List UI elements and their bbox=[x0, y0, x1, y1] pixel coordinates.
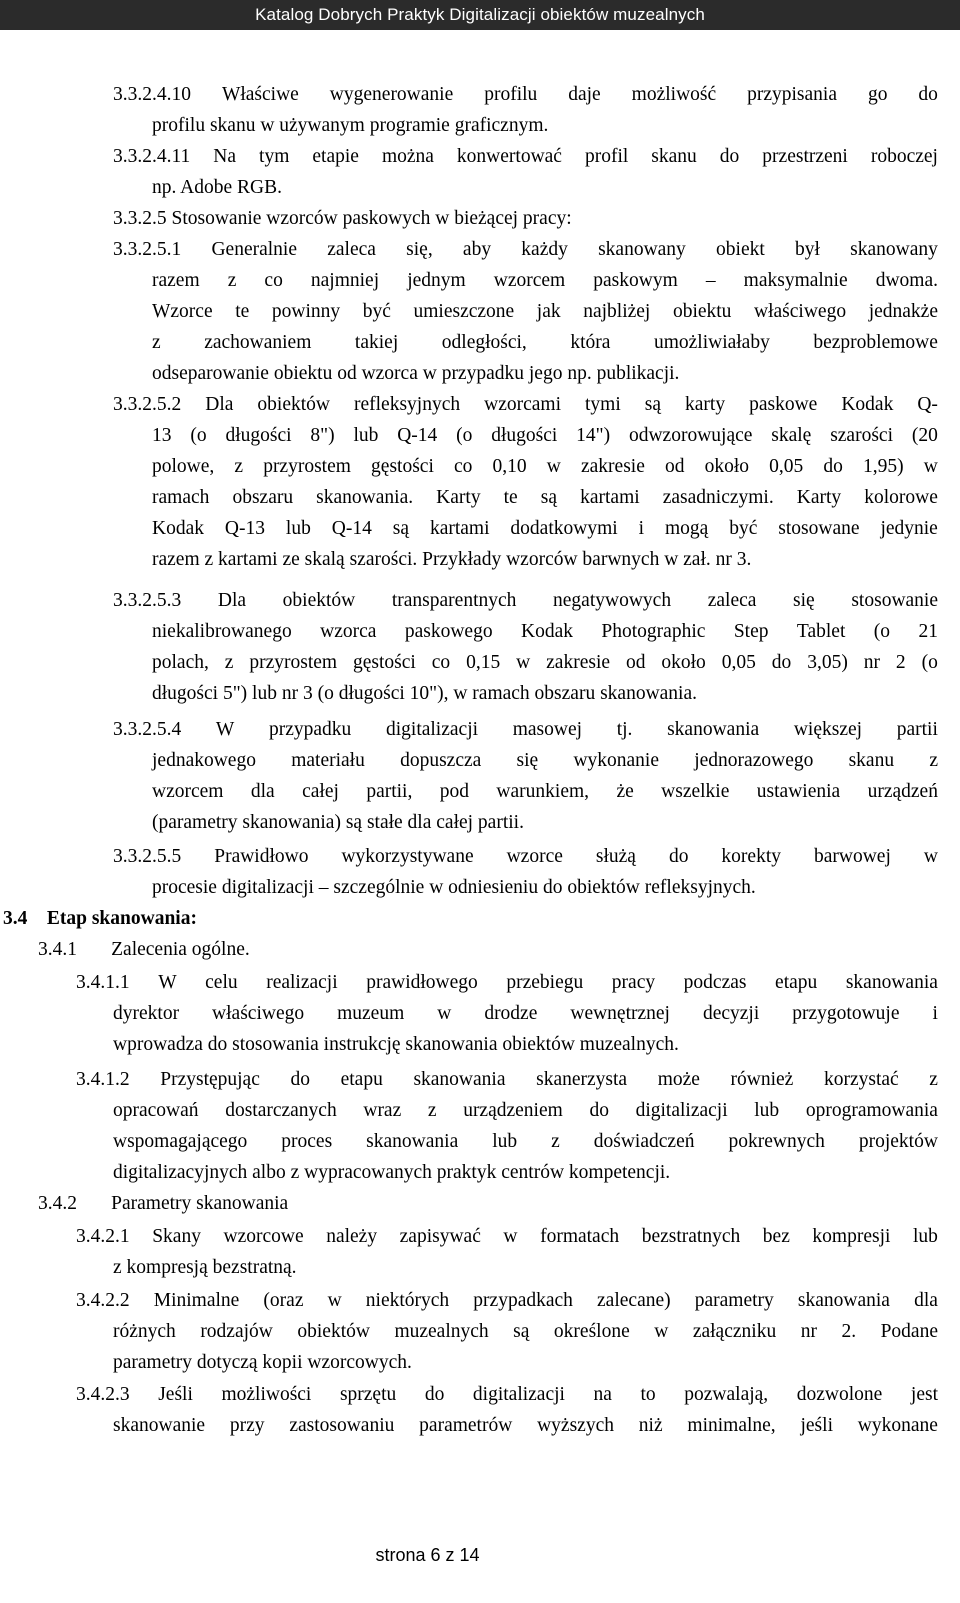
text-line: (parametry skanowania) są stałe dla całej partii. bbox=[152, 812, 524, 833]
text-line: 3.3.2.5.3 Dla obiektów transparentnych negatywowych zaleca się stosowanie bbox=[113, 590, 938, 611]
text-line: jednakowego materiału dopuszcza się wykonanie jednorazowego skanu z bbox=[152, 750, 938, 771]
text-line: wprowadza do stosowania instrukcję skanowania obiektów muzealnych. bbox=[113, 1034, 679, 1055]
text-line: 3.4.2 Parametry skanowania bbox=[38, 1193, 289, 1214]
text-line: ramach obszaru skanowania. Karty te są kartami zasadniczymi. Karty kolorowe bbox=[152, 487, 938, 508]
text-line: 3.4.2.2 Minimalne (oraz w niektórych przypadkach zalecane) parametry skanowania dla bbox=[76, 1290, 938, 1311]
text-line: parametry dotyczą kopii wzorcowych. bbox=[113, 1352, 412, 1373]
text-line: polowe, z przyrostem gęstości co 0,10 w zakresie od około 0,05 do 1,95) w bbox=[152, 456, 938, 477]
text-line: dyrektor właściwego muzeum w drodze wewnętrznej decyzji przygotowuje i bbox=[113, 1003, 938, 1024]
text-line: polach, z przyrostem gęstości co 0,15 w zakresie od około 0,05 do 3,05) nr 2 (o bbox=[152, 652, 938, 673]
text-line: 3.3.2.4.10 Właściwe wygenerowanie profilu daje możliwość przypisania go do bbox=[113, 84, 938, 105]
text-line: np. Adobe RGB. bbox=[152, 177, 283, 198]
text-line: razem z kartami ze skalą szarości. Przykłady wzorców barwnych w zał. nr 3. bbox=[152, 549, 752, 570]
text-line: wspomagającego proces skanowania lub z doświadczeń pokrewnych projektów bbox=[113, 1131, 938, 1152]
text-line: Wzorce te powinny być umieszczone jak najbliżej obiektu właściwego jednakże bbox=[152, 301, 938, 322]
text-line: 3.3.2.5.2 Dla obiektów refleksyjnych wzorcami tymi są karty paskowe Kodak Q- bbox=[113, 394, 938, 415]
text-line: różnych rodzajów obiektów muzealnych są określone w załączniku nr 2. Podane bbox=[113, 1321, 938, 1342]
text-line: 3.4.1 Zalecenia ogólne. bbox=[38, 939, 250, 960]
document-title: Katalog Dobrych Praktyk Digitalizacji obiektów muzealnych bbox=[255, 5, 705, 24]
text-line: 3.4.1.2 Przystępując do etapu skanowania skanerzysta może również korzystać z bbox=[76, 1069, 938, 1090]
text-line: długości 5") lub nr 3 (o długości 10"), w ramach obszaru skanowania. bbox=[152, 683, 698, 704]
page-header bbox=[0, 0, 960, 30]
text-line: z kompresją bezstratną. bbox=[113, 1257, 297, 1278]
text-line: profilu skanu w używanym programie graficznym. bbox=[152, 115, 549, 136]
text-line: odseparowanie obiektu od wzorca w przypadku jego np. publikacji. bbox=[152, 363, 680, 384]
text-line: opracowań dostarczanych wraz z urządzeniem do digitalizacji lub oprogramowania bbox=[113, 1100, 938, 1121]
page-number: strona 6 z 14 bbox=[375, 1545, 480, 1565]
text-line: wzorcem dla całej partii, pod warunkiem, że wszelkie ustawienia urządzeń bbox=[152, 781, 938, 802]
text-line: 3.3.2.4.11 Na tym etapie można konwertować profil skanu do przestrzeni roboczej bbox=[113, 146, 938, 167]
text-line: digitalizacyjnych albo z wypracowanych praktyk centrów kompetencji. bbox=[113, 1162, 671, 1183]
text-line: 3.3.2.5.1 Generalnie zaleca się, aby każdy skanowany obiekt był skanowany bbox=[113, 239, 938, 260]
text-line: 3.4 Etap skanowania: bbox=[3, 908, 197, 929]
text-line: 3.3.2.5.5 Prawidłowo wykorzystywane wzorce służą do korekty barwowej w bbox=[113, 846, 938, 867]
text-line: niekalibrowanego wzorca paskowego Kodak Photographic Step Tablet (o 21 bbox=[152, 621, 938, 642]
text-line: 3.4.2.3 Jeśli możliwości sprzętu do digitalizacji na to pozwalają, dozwolone jest bbox=[76, 1384, 938, 1405]
text-line: razem z co najmniej jednym wzorcem paskowym – maksymalnie dwoma. bbox=[152, 270, 938, 291]
text-line: 3.3.2.5 Stosowanie wzorców paskowych w bieżącej pracy: bbox=[113, 208, 572, 229]
text-line: 3.3.2.5.4 W przypadku digitalizacji masowej tj. skanowania większej partii bbox=[113, 719, 938, 740]
text-line: skanowanie przy zastosowaniu parametrów wyższych niż minimalne, jeśli wykonane bbox=[113, 1415, 938, 1436]
text-line: 3.4.2.1 Skany wzorcowe należy zapisywać w formatach bezstratnych bez kompresji lub bbox=[76, 1226, 938, 1247]
text-line: z zachowaniem takiej odległości, która umożliwiałaby bezproblemowe bbox=[152, 332, 938, 353]
text-line: procesie digitalizacji – szczególnie w odniesieniu do obiektów refleksyjnych. bbox=[152, 877, 756, 898]
text-line: 3.4.1.1 W celu realizacji prawidłowego przebiegu pracy podczas etapu skanowania bbox=[76, 972, 938, 993]
text-line: Kodak Q-13 lub Q-14 są kartami dodatkowymi i mogą być stosowane jedynie bbox=[152, 518, 938, 539]
text-line: 13 (o długości 8") lub Q-14 (o długości 14") odwzorowujące skalę szarości (20 bbox=[152, 425, 938, 446]
